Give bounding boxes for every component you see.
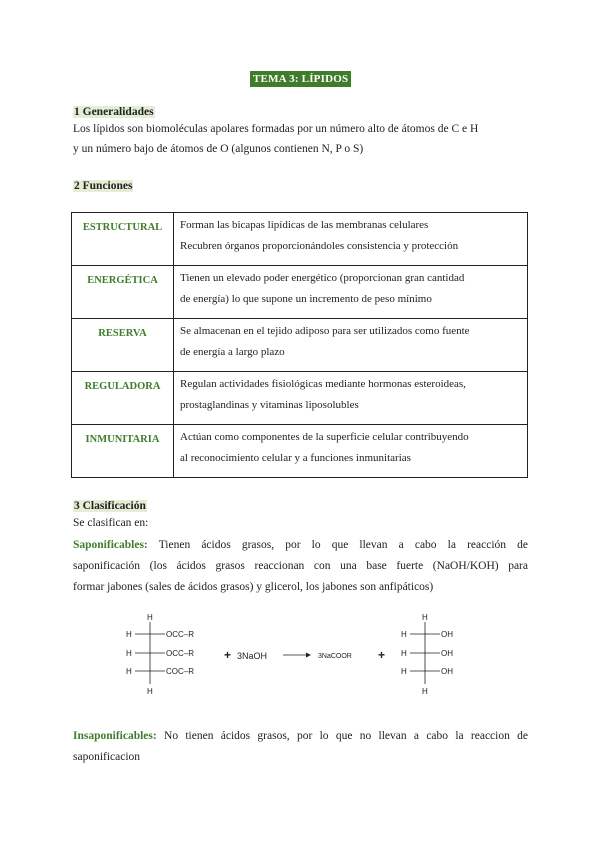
description-line: Se almacenan en el tejido adiposo para ser utilizados como fuente bbox=[180, 325, 470, 337]
hydroxyl-group: OH bbox=[441, 630, 453, 639]
heading-generalidades: 1 Generalidades bbox=[74, 106, 154, 118]
description-line: Recubren órganos proporcionándoles consistencia y protección bbox=[180, 240, 459, 252]
function-label: ENERGÉTICA bbox=[72, 266, 174, 319]
function-label: RESERVA bbox=[72, 319, 174, 372]
atom-h: H bbox=[401, 667, 407, 676]
description-line: Regulan actividades fisiológicas mediante hormonas esteroideas, bbox=[180, 378, 466, 390]
heading-clasificacion: 3 Clasificación bbox=[74, 500, 146, 512]
description-line: prostaglandinas y vitaminas liposolubles bbox=[180, 399, 359, 411]
table-row bbox=[72, 372, 528, 425]
generalidades-line: y un número bajo de átomos de O (algunos contienen N, P o S) bbox=[73, 143, 364, 155]
function-description bbox=[174, 372, 528, 425]
product-salt: 3NaCOOR bbox=[318, 653, 352, 660]
funciones-table bbox=[71, 212, 528, 478]
ester-group: OCC–R bbox=[166, 649, 195, 658]
atom-h: H bbox=[422, 614, 428, 622]
clasificacion-intro: Se clasifican en: bbox=[73, 517, 149, 529]
atom-h: H bbox=[422, 687, 428, 696]
generalidades-line: Los lípidos son biomoléculas apolares formadas por un número alto de átomos de C e H bbox=[73, 123, 479, 135]
table-row bbox=[72, 425, 528, 478]
function-description bbox=[174, 425, 528, 478]
table-row bbox=[72, 213, 528, 266]
description-line: de energía) lo que supone un incremento de peso mínimo bbox=[180, 293, 432, 305]
insaponificables-line: saponificacion bbox=[73, 751, 141, 763]
insaponificables-label: Insaponificables: bbox=[73, 730, 157, 742]
function-label: INMUNITARIA bbox=[72, 425, 174, 478]
atom-h: H bbox=[401, 649, 407, 658]
atom-h: H bbox=[401, 630, 407, 639]
ester-group: COC–R bbox=[166, 667, 195, 676]
function-label: ESTRUCTURAL bbox=[72, 213, 174, 266]
saponificables-label: Saponificables: bbox=[73, 539, 148, 551]
hydroxyl-group: OH bbox=[441, 667, 453, 676]
function-label: REGULADORA bbox=[72, 372, 174, 425]
page-title: TEMA 3: LÍPIDOS bbox=[250, 71, 351, 87]
saponificables-paragraph bbox=[73, 535, 528, 598]
ester-group: OCC–R bbox=[166, 630, 195, 639]
description-line: al reconocimiento celular y a funciones inmunitarias bbox=[180, 452, 411, 464]
atom-h: H bbox=[147, 687, 153, 696]
description-line: Forman las bicapas lipídicas de las membranas celulares bbox=[180, 219, 429, 231]
hydroxyl-group: OH bbox=[441, 649, 453, 658]
atom-h: H bbox=[126, 630, 132, 639]
table-row bbox=[72, 319, 528, 372]
plus-sign: + bbox=[378, 648, 386, 662]
generalidades-paragraph bbox=[73, 119, 528, 159]
saponificables-text: Tienen ácidos grasos, por lo que llevan a cabo la reacción de bbox=[158, 539, 528, 551]
reagent-naoh: 3NaOH bbox=[237, 651, 268, 661]
description-line: Tienen un elevado poder energético (proporcionan gran cantidad bbox=[180, 272, 465, 284]
triglyceride-structure bbox=[135, 622, 165, 684]
atom-h: H bbox=[126, 649, 132, 658]
reaction-arrow bbox=[283, 653, 311, 658]
insaponificables-line bbox=[73, 726, 528, 747]
insaponificables-text: No tienen ácidos grasos, por lo que no llevan a cabo la reaccion de bbox=[164, 730, 528, 742]
atom-h: H bbox=[147, 614, 153, 622]
saponificables-line bbox=[73, 535, 528, 556]
heading-funciones: 2 Funciones bbox=[74, 180, 133, 192]
saponification-reaction-diagram bbox=[120, 614, 460, 696]
saponificables-line: saponificación (los ácidos grasos reaccionan con una base fuerte (NaOH/KOH) para bbox=[73, 560, 528, 572]
description-line: de energía a largo plazo bbox=[180, 346, 285, 358]
saponificables-line: formar jabones (sales de ácidos grasos) y glicerol, los jabones son anfipáticos) bbox=[73, 581, 434, 593]
function-description bbox=[174, 266, 528, 319]
glycerol-structure bbox=[410, 622, 440, 684]
plus-sign: + bbox=[224, 648, 232, 662]
table-row bbox=[72, 266, 528, 319]
insaponificables-paragraph bbox=[73, 726, 528, 768]
description-line: Actúan como componentes de la superficie celular contribuyendo bbox=[180, 431, 469, 443]
atom-h: H bbox=[126, 667, 132, 676]
function-description bbox=[174, 213, 528, 266]
function-description bbox=[174, 319, 528, 372]
